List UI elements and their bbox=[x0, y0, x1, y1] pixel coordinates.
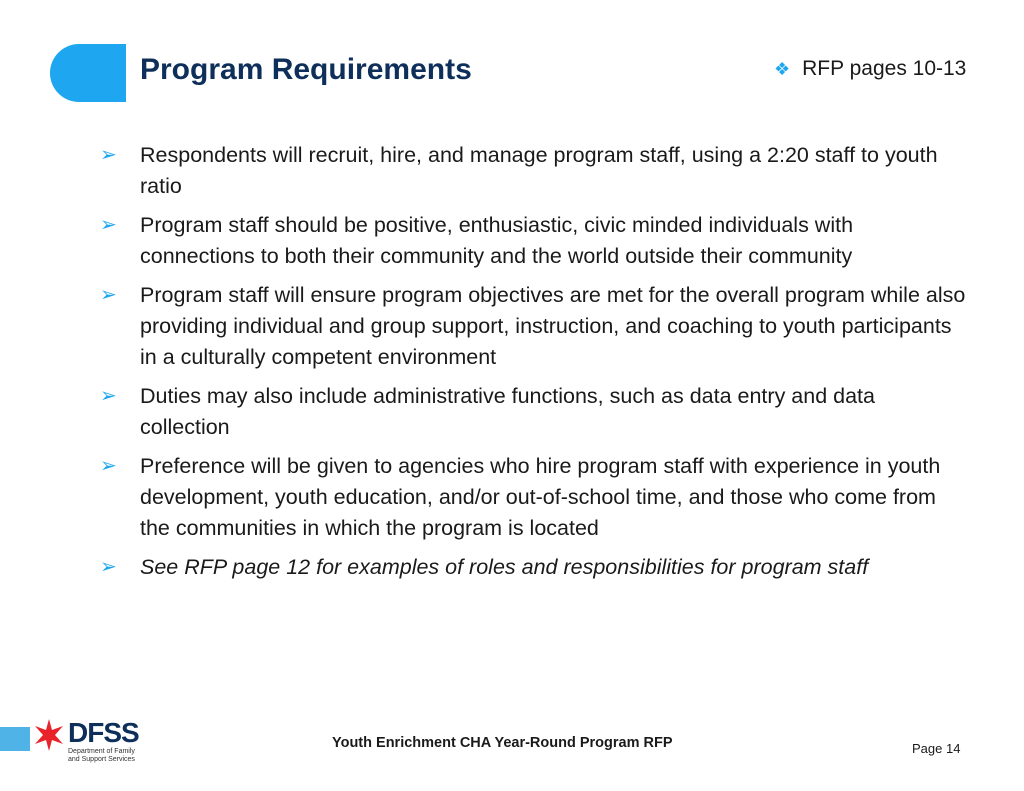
arrow-bullet-icon: ➢ bbox=[100, 455, 117, 477]
arrow-bullet-icon: ➢ bbox=[100, 144, 117, 166]
rfp-reference bbox=[774, 57, 966, 81]
arrow-bullet-icon: ➢ bbox=[100, 556, 117, 578]
list-item bbox=[100, 280, 970, 373]
rfp-reference-text: RFP pages 10-13 bbox=[802, 57, 967, 80]
arrow-bullet-icon: ➢ bbox=[100, 385, 117, 407]
list-item-text: Duties may also include administrative functions, such as data entry and data collection bbox=[140, 384, 875, 439]
page-number: Page 14 bbox=[912, 741, 961, 756]
list-item-text: Preference will be given to agencies who hire program staff with experience in youth development, youth education, and/or out-of-school time, and those who come from the communities in which the program is located bbox=[140, 454, 941, 540]
chicago-star-icon bbox=[32, 718, 66, 752]
arrow-bullet-icon: ➢ bbox=[100, 214, 117, 236]
list-item bbox=[100, 381, 970, 443]
diamond-bullet-icon: ❖ bbox=[774, 58, 791, 79]
list-item bbox=[100, 140, 970, 202]
footer-title: Youth Enrichment CHA Year-Round Program RFP bbox=[332, 735, 673, 751]
page-title: Program Requirements bbox=[140, 53, 472, 86]
requirements-list bbox=[100, 140, 970, 591]
list-item bbox=[100, 451, 970, 544]
dfss-logo bbox=[32, 718, 139, 764]
list-item-text: Program staff will ensure program objectives are met for the overall program while also providing individual and group support, instruction, and coaching to youth participants in a culturally competent environment bbox=[140, 283, 966, 369]
logo-subtitle: Department of Family and Support Services bbox=[68, 748, 135, 763]
list-item-text: See RFP page 12 for examples of roles and responsibilities for program staff bbox=[140, 555, 869, 579]
arrow-bullet-icon: ➢ bbox=[100, 284, 117, 306]
list-item bbox=[100, 552, 970, 583]
list-item bbox=[100, 210, 970, 272]
list-item-text: Program staff should be positive, enthusiastic, civic minded individuals with connections to both their community and the world outside their community bbox=[140, 213, 854, 268]
list-item-text: Respondents will recruit, hire, and manage program staff, using a 2:20 staff to youth ratio bbox=[140, 143, 938, 198]
footer-accent-bar bbox=[0, 727, 30, 751]
title-accent-tab bbox=[50, 44, 126, 102]
logo-wordmark: DFSS bbox=[68, 717, 139, 748]
